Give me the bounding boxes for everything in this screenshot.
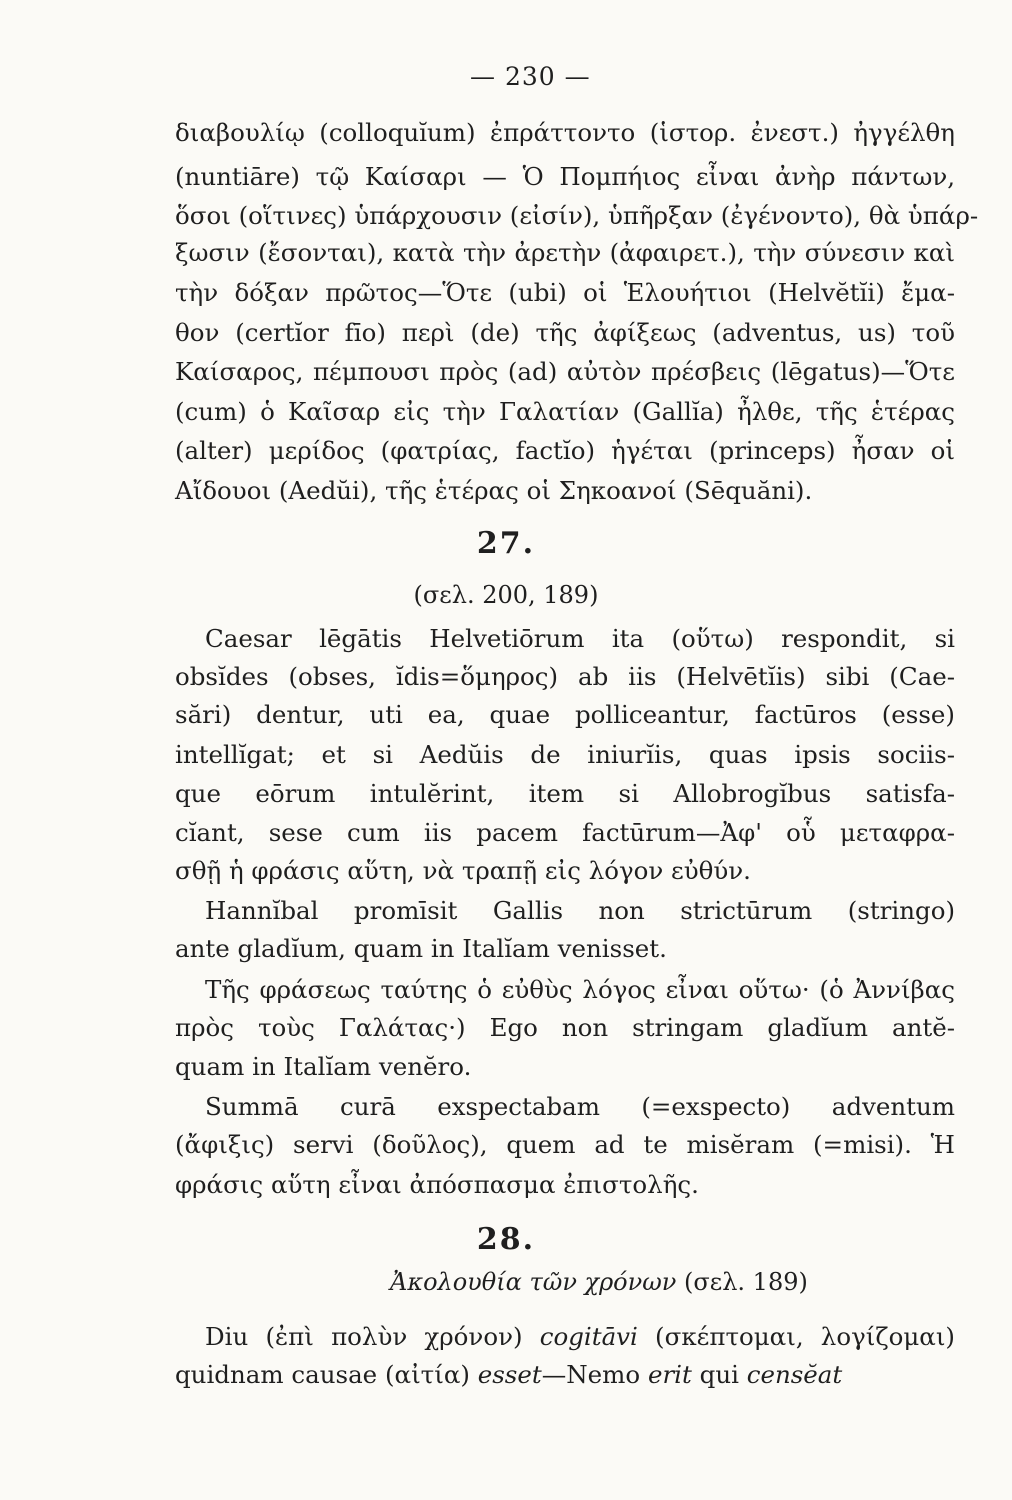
- text-line: Καίσαρος, πέμπουσι πρὸς (ad) αὐτὸν πρέσβεις (lēgatus)—Ὅτε: [175, 357, 955, 386]
- italic-term: censĕat: [746, 1360, 843, 1389]
- text-line: quam in Italĭam venĕro.: [175, 1052, 472, 1081]
- section-heading-27: 27.: [476, 526, 536, 561]
- text-segment: qui: [691, 1360, 747, 1389]
- italic-term: esset: [477, 1360, 542, 1389]
- text-line: (nuntiāre) τῷ Καίσαρι — Ὁ Πομπήιος εἶναι ἀνὴρ πάντων,: [175, 162, 955, 191]
- text-line: intellĭgat; et si Aedŭis de iniurĭis, quas ipsis sociis-: [175, 740, 955, 769]
- text-line: [175, 1360, 955, 1390]
- section-heading-28: 28.: [476, 1222, 536, 1257]
- text-line: τὴν δόξαν πρῶτος—Ὅτε (ubi) οἱ Ἑλουήτιοι (Helvĕtĭi) ἔμα-: [175, 278, 955, 307]
- text-line: ante gladĭum, quam in Italĭam venisset.: [175, 934, 667, 963]
- text-line: (alter) μερίδος (φατρίας, factĭo) ἡγέται (princeps) ἦσαν οἱ: [175, 436, 955, 465]
- text-line: Caesar lēgātis Helvetiōrum ita (οὕτω) respondit, si: [205, 624, 955, 653]
- subtitle-italic: Ἀκολουθία τῶν χρόνων: [390, 1268, 677, 1296]
- text-segment: quidnam causae (αἰτία): [175, 1360, 478, 1389]
- text-segment: (σκέπτομαι, λογίζομαι): [637, 1322, 955, 1351]
- text-line: Αἴδουοι (Aedŭi), τῆς ἑτέρας οἱ Σηκοανοί (Sēquăni).: [175, 476, 813, 505]
- text-line: que eōrum intulĕrint, item si Allobrogĭbus satisfa-: [175, 779, 955, 808]
- section-28-subtitle: [390, 1268, 808, 1296]
- text-line: (cum) ὁ Καῖσαρ εἰς τὴν Γαλατίαν (Gallĭa) ἦλθε, τῆς ἑτέρας: [175, 397, 955, 426]
- text-line: Hannĭbal promīsit Gallis non strictūrum (stringo): [205, 896, 955, 925]
- text-line: Summā curā exspectabam (=exspecto) adventum: [205, 1092, 955, 1121]
- page-number: — 230 —: [470, 62, 591, 91]
- italic-term: erit: [647, 1360, 692, 1389]
- text-line: ὅσοι (οἵτινες) ὑπάρχουσιν (εἰσίν), ὑπῆρξαν (ἐγένοντο), θὰ ὑπάρ-: [175, 201, 979, 230]
- text-segment: Diu (ἐπὶ πολὺν χρόνον): [205, 1322, 540, 1351]
- text-line: διαβουλίῳ (colloquĭum) ἐπράττοντο (ἱστορ. ἐνεστ.) ἠγγέλθη: [175, 118, 955, 147]
- text-line: πρὸς τοὺς Γαλάτας·) Ego non stringam gladĭum antĕ-: [175, 1013, 955, 1042]
- text-line: sări) dentur, uti ea, quae polliceantur, factūros (esse): [175, 700, 955, 729]
- text-line: (ἄφιξις) servi (δοῦλος), quem ad te misĕram (=misi). Ἡ: [175, 1130, 955, 1159]
- text-line: [205, 1322, 955, 1352]
- section-27-reference: (σελ. 200, 189): [413, 581, 599, 609]
- text-line: φράσις αὕτη εἶναι ἀπόσπασμα ἐπιστολῆς.: [175, 1170, 699, 1199]
- text-segment: —Nemo: [541, 1360, 648, 1389]
- text-line: cĭant, sese cum iis pacem factūrum—Ἀφ' οὗ μεταφρα-: [175, 818, 955, 847]
- text-line: obsĭdes (obses, ĭdis=ὅμηρος) ab iis (Helvētĭis) sibi (Cae-: [175, 662, 955, 691]
- subtitle-reference: (σελ. 189): [684, 1268, 808, 1296]
- text-line: θον (certĭor fīo) περὶ (de) τῆς ἀφίξεως (adventus, us) τοῦ: [175, 318, 955, 347]
- italic-term: cogitāvi: [539, 1322, 638, 1351]
- text-line: σθῇ ἡ φράσις αὕτη, νὰ τραπῇ εἰς λόγον εὐθύν.: [175, 856, 751, 885]
- text-line: Τῆς φράσεως ταύτης ὁ εὐθὺς λόγος εἶναι οὕτω· (ὁ Ἀννίβας: [205, 975, 955, 1004]
- text-line: ξωσιν (ἔσονται), κατὰ τὴν ἀρετὴν (ἀφαιρετ.), τὴν σύνεσιν καὶ: [175, 238, 955, 267]
